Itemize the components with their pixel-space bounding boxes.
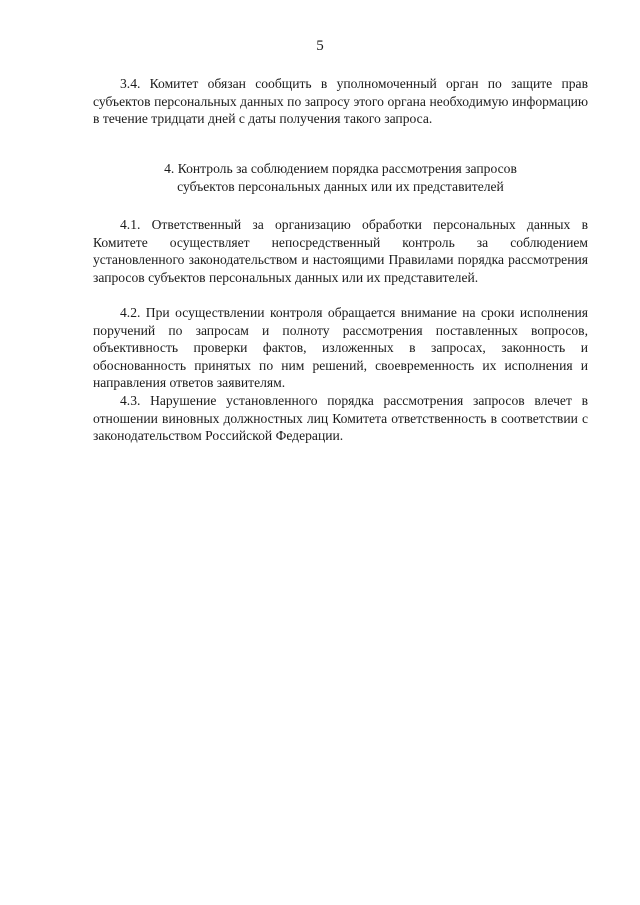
paragraph-4-2: 4.2. При осуществлении контроля обращается внимание на сроки исполнения поручений по запросам и полноту рассмотрения поставленных вопросов, объективность проверки фактов, изложенных в запросах, законность и обоснованность принятых по ним решений, своевременность их исполнения и направления ответов заявителям. <box>93 305 588 390</box>
section-heading-line-1: 4. Контроль за соблюдением порядка рассмотрения запросов <box>164 161 517 176</box>
paragraph-4-1: 4.1. Ответственный за организацию обработки персональных данных в Комитете осуществляет непосредственный контроль за соблюдением установленного законодательством и настоящими Правилами порядка рассмотрения запросов субъектов персональных данных или их представителей. <box>93 217 588 285</box>
page-number: 5 <box>316 38 324 54</box>
section-heading <box>93 160 588 196</box>
paragraph-4-3: 4.3. Нарушение установленного порядка рассмотрения запросов влечет в отношении виновных должностных лиц Комитета ответственность в соответствии с законодательством Российской Федерации. <box>93 393 588 443</box>
paragraph-3-4: 3.4. Комитет обязан сообщить в уполномоченный орган по защите прав субъектов персональных данных по запросу этого органа необходимую информацию в течение тридцати дней с даты получения такого запроса. <box>93 76 588 126</box>
section-heading-line-2: субъектов персональных данных или их представителей <box>177 179 504 194</box>
